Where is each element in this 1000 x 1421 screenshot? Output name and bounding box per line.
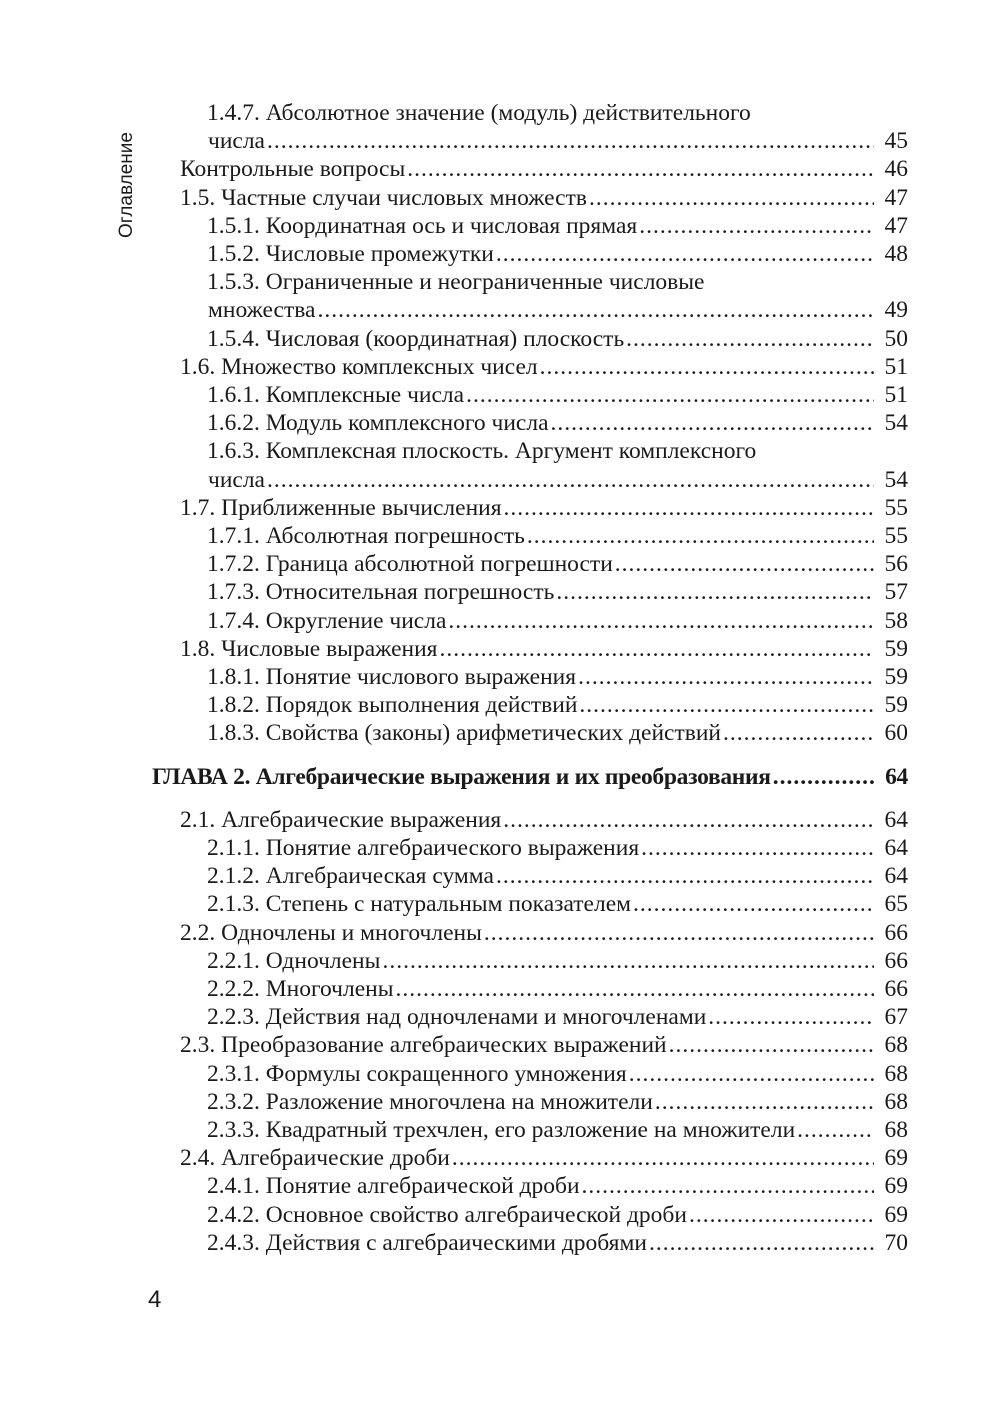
toc-entry[interactable] <box>0 493 1000 523</box>
dot-leader <box>382 946 874 976</box>
dot-leader <box>589 183 874 213</box>
toc-entry[interactable] <box>0 126 1000 156</box>
dot-leader <box>448 606 874 636</box>
toc-entry-title: 1.8. Числовые выражения <box>180 635 438 662</box>
toc-page-number: 50 <box>884 325 908 352</box>
dot-leader <box>556 577 874 607</box>
toc-entry[interactable] <box>0 1200 1000 1230</box>
toc-entry-title: 1.5.2. Числовые промежутки <box>207 241 494 267</box>
dot-leader <box>496 861 874 891</box>
dot-leader <box>452 1143 874 1173</box>
toc-entry[interactable] <box>0 1002 1000 1032</box>
toc-page-number: 64 <box>884 806 908 833</box>
toc-page-number: 68 <box>884 1060 908 1087</box>
dot-leader <box>639 211 874 241</box>
dot-leader <box>708 1002 874 1032</box>
toc-entry[interactable] <box>0 718 1000 748</box>
toc-entry-title: 2.1.3. Степень с натуральным показателем <box>207 891 631 918</box>
running-header: Оглавление <box>116 132 137 238</box>
toc-entry-title: 1.7.1. Абсолютная погрешность <box>207 523 525 549</box>
toc-entry-title: 2.1.2. Алгебраическая сумма <box>207 863 494 890</box>
toc-entry[interactable] <box>0 833 1000 863</box>
toc-page-number: 68 <box>884 1117 908 1143</box>
dot-leader <box>396 974 874 1004</box>
toc-entry-title: 2.3.2. Разложение многочлена на множители <box>207 1088 653 1115</box>
toc-entry[interactable] <box>0 690 1000 720</box>
dot-leader <box>633 889 874 919</box>
toc-page-number: 68 <box>884 1088 908 1115</box>
dot-leader <box>579 690 874 720</box>
dot-leader <box>527 521 874 551</box>
toc-entry-title: 2.2.2. Многочлены <box>207 976 394 1002</box>
toc-page-number: 46 <box>884 156 908 183</box>
toc-page-number: 68 <box>884 1032 908 1059</box>
dot-leader <box>723 718 874 748</box>
toc-entry[interactable] <box>0 1228 1000 1258</box>
toc-entry[interactable] <box>0 805 1000 835</box>
toc-page-number: 56 <box>884 551 908 578</box>
dot-leader <box>582 1171 874 1201</box>
toc-entry-title: 2.3. Преобразование алгебраических выражений <box>180 1032 667 1059</box>
toc-entry[interactable] <box>0 408 1000 438</box>
toc-entry-title: 2.3.3. Квадратный трехчлен, его разложение на множители <box>207 1117 796 1143</box>
toc-entry[interactable] <box>0 1115 1000 1145</box>
toc-page-number: 54 <box>884 466 908 493</box>
toc-entry-line1 <box>0 98 1000 128</box>
toc-page-number: 69 <box>884 1201 908 1228</box>
toc-entry[interactable] <box>0 634 1000 664</box>
toc-entry-title: 2.2.3. Действия над одночленами и многочленами <box>207 1004 707 1031</box>
toc-entry-title: 2.2.1. Одночлены <box>207 947 381 974</box>
toc-entry[interactable] <box>0 239 1000 269</box>
dot-leader <box>504 493 874 523</box>
toc-entry-title: числа <box>208 128 265 155</box>
dot-leader <box>655 1087 874 1117</box>
toc-entry-title: 1.5.1. Координатная ось и числовая прямая <box>207 212 638 239</box>
toc-entry-title: 2.4.1. Понятие алгебраической дроби <box>207 1173 580 1200</box>
dot-leader <box>689 1200 874 1230</box>
dot-leader <box>797 1115 874 1145</box>
toc-entry-line1 <box>0 436 1000 466</box>
toc-page-number: 64 <box>884 835 908 861</box>
toc-entry-title: 1.6.2. Модуль комплексного числа <box>207 410 549 437</box>
toc-entry-line1 <box>0 267 1000 297</box>
toc-chapter[interactable] <box>0 762 1000 792</box>
toc-entry-title: 1.6.3. Комплексная плоскость. Аргумент комплексного <box>207 438 757 465</box>
dot-leader <box>551 408 874 438</box>
toc-entry-title: 1.7.3. Относительная погрешность <box>207 579 555 606</box>
page-number: 4 <box>148 1286 162 1313</box>
toc-entry-title: 1.8.1. Понятие числового выражения <box>207 664 577 690</box>
toc-entry-title: 1.8.2. Порядок выполнения действий <box>207 692 578 719</box>
toc-entry[interactable] <box>0 861 1000 891</box>
toc-page-number: 64 <box>885 763 908 790</box>
toc-entry[interactable] <box>0 946 1000 976</box>
toc-page-number: 58 <box>884 607 908 634</box>
toc-page-number: 66 <box>884 976 908 1002</box>
toc-entry[interactable] <box>0 211 1000 241</box>
dot-leader <box>773 762 874 792</box>
toc-page-number: 47 <box>884 212 908 239</box>
toc-entry[interactable] <box>0 521 1000 551</box>
toc-entry-title: 2.4.2. Основное свойство алгебраической дроби <box>207 1201 687 1228</box>
toc-page-number: 51 <box>884 382 908 408</box>
toc-page-number: 60 <box>884 720 908 747</box>
toc-entry[interactable] <box>0 295 1000 325</box>
toc-page-number: 59 <box>884 635 908 662</box>
toc-page-number: 48 <box>884 241 908 267</box>
toc-page-number: 69 <box>884 1173 908 1200</box>
toc-entry-title: 1.6.1. Комплексные числа <box>207 382 465 408</box>
toc-entry-title: 2.4.3. Действия с алгебраическими дробями <box>207 1229 647 1256</box>
toc-page-number: 49 <box>884 297 908 324</box>
toc-entry-title: ГЛАВА 2. Алгебраические выражения и их преобразования <box>152 763 771 790</box>
toc-entry[interactable] <box>0 465 1000 495</box>
toc-entry[interactable] <box>0 352 1000 382</box>
toc-page-number: 51 <box>884 353 908 380</box>
dot-leader <box>615 549 874 579</box>
dot-leader <box>439 634 874 664</box>
toc-entry-title: Контрольные вопросы <box>180 156 406 183</box>
dot-leader <box>267 126 874 156</box>
toc-entry[interactable] <box>0 1087 1000 1117</box>
toc-page-number: 45 <box>884 128 908 155</box>
toc-entry-title: 1.5. Частные случаи числовых множеств <box>180 184 587 211</box>
toc-entry[interactable] <box>0 380 1000 410</box>
toc-entry-title: 2.3.1. Формулы сокращенного умножения <box>207 1060 627 1087</box>
dot-leader <box>484 918 874 948</box>
toc-entry-title: 1.7.4. Округление числа <box>207 607 447 634</box>
toc-entry[interactable] <box>0 549 1000 579</box>
toc-entry-title: множества <box>208 297 316 324</box>
toc-entry-title: 2.4. Алгебраические дроби <box>180 1145 450 1172</box>
toc-entry[interactable] <box>0 918 1000 948</box>
toc-page-number: 57 <box>884 579 908 606</box>
toc-entry[interactable] <box>0 889 1000 919</box>
toc-entry[interactable] <box>0 974 1000 1004</box>
toc-page-number: 59 <box>884 664 908 690</box>
toc-entry-title: 2.1. Алгебраические выражения <box>180 806 502 833</box>
dot-leader <box>540 352 874 382</box>
toc-entry[interactable] <box>0 662 1000 692</box>
toc-entry[interactable] <box>0 1143 1000 1173</box>
dot-leader <box>496 239 874 269</box>
dot-leader <box>503 805 874 835</box>
toc-page-number: 59 <box>884 692 908 719</box>
toc-entry-title: 1.5.4. Числовая (координатная) плоскость <box>207 325 625 352</box>
dot-leader <box>669 1030 874 1060</box>
toc-page-number: 65 <box>884 891 908 918</box>
toc-page-number: 64 <box>884 863 908 890</box>
toc-entry[interactable] <box>0 154 1000 184</box>
toc-entry[interactable] <box>0 1059 1000 1089</box>
toc-entry-title: числа <box>208 466 265 493</box>
toc-page-number: 70 <box>884 1229 908 1256</box>
dot-leader <box>466 380 874 410</box>
toc-entry[interactable] <box>0 183 1000 213</box>
toc-entry[interactable] <box>0 1030 1000 1060</box>
toc-page-number: 67 <box>884 1004 908 1031</box>
toc-entry-title: 1.8.3. Свойства (законы) арифметических действий <box>207 720 721 747</box>
toc-entry-title: 1.4.7. Абсолютное значение (модуль) действительного <box>207 100 751 126</box>
dot-leader <box>629 1059 874 1089</box>
toc-entry-title: 2.1.1. Понятие алгебраического выражения <box>207 835 640 861</box>
toc-entry[interactable] <box>0 577 1000 607</box>
dot-leader <box>578 662 874 692</box>
dot-leader <box>267 465 874 495</box>
toc-page-number: 47 <box>884 184 908 211</box>
toc-page-number: 66 <box>884 947 908 974</box>
toc-entry-title: 1.5.3. Ограниченные и неограниченные числовые <box>207 269 705 296</box>
dot-leader <box>317 295 874 325</box>
dot-leader <box>649 1228 874 1258</box>
toc-entry-title: 1.7.2. Граница абсолютной погрешности <box>207 551 613 578</box>
toc-entry[interactable] <box>0 324 1000 354</box>
toc-page-number: 55 <box>884 494 908 521</box>
toc-entry-title: 1.6. Множество комплексных чисел <box>180 353 538 380</box>
toc-page-number: 55 <box>884 523 908 549</box>
toc-page-number: 66 <box>884 919 908 946</box>
toc-entry-title: 2.2. Одночлены и многочлены <box>180 919 482 946</box>
dot-leader <box>407 154 874 184</box>
toc-entry-title: 1.7. Приближенные вычисления <box>180 494 502 521</box>
toc-page-number: 69 <box>884 1145 908 1172</box>
toc-entry[interactable] <box>0 1171 1000 1201</box>
toc-entry[interactable] <box>0 606 1000 636</box>
dot-leader <box>626 324 874 354</box>
dot-leader <box>641 833 874 863</box>
toc-page-number: 54 <box>884 410 908 437</box>
